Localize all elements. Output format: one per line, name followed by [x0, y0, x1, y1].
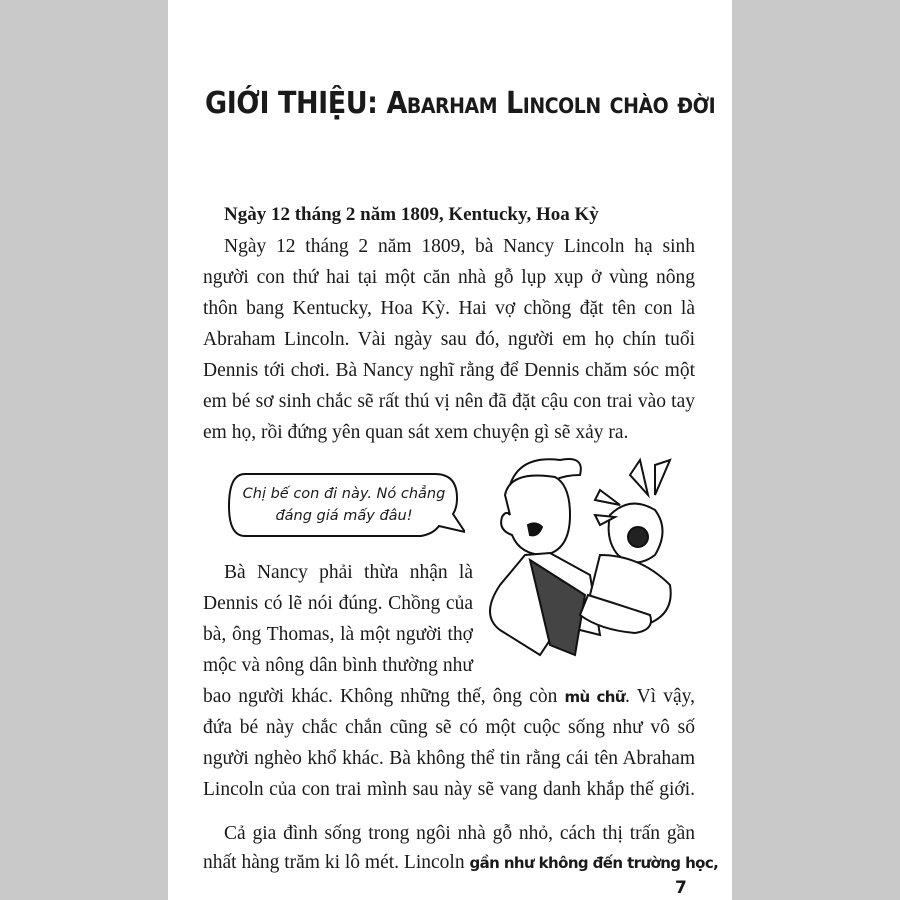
text-line: mộc và nông dân bình thường như	[203, 655, 473, 676]
text-line: Ngày 12 tháng 2 năm 1809, bà Nancy Lincoln hạ sinh	[224, 236, 695, 257]
text-line: em họ, rồi đứng yên quan sát xem chuyện gì sẽ xảy ra.	[203, 422, 629, 443]
bubble-line: Chị bế con đi này. Nó chẳng	[242, 486, 446, 502]
text-line: người nghèo khổ khác. Bà không thể tin rằng cái tên Abraham	[203, 748, 695, 769]
title-main: Abarham Lincoln chào đời	[386, 86, 716, 121]
text-line: bà, ông Thomas, là một người thợ	[203, 624, 473, 645]
bubble-line: đáng giá mấy đâu!	[275, 508, 413, 524]
section-heading: Ngày 12 tháng 2 năm 1809, Kentucky, Hoa Kỳ	[224, 204, 599, 225]
text-line: em bé sơ sinh chắc sẽ rất thú vị nên đã đặt cậu con trai vào tay	[203, 391, 695, 412]
text-line: Dennis tới chơi. Bà Nancy nghĩ rằng để Dennis chăm sóc một	[203, 360, 695, 381]
text-line: Lincoln của con trai mình sau này sẽ vang danh khắp thế giới.	[203, 779, 695, 800]
text-span: nhất hàng trăm ki lô mét. Lincoln	[203, 852, 465, 873]
text-line: đứa bé này chắc chắn cũng sẽ có một cuộc sống như vô số	[203, 717, 695, 738]
text-span: . Vì vậy,	[624, 686, 695, 707]
chapter-title	[205, 86, 715, 121]
text-line: Abraham Lincoln. Vài ngày sau đó, người em họ chín tuổi	[203, 329, 695, 350]
speech-bubble-text	[240, 483, 448, 527]
text-line: thôn bang Kentucky, Hoa Kỳ. Hai vợ chồng đặt tên con là	[203, 298, 695, 319]
page-number: 7	[675, 878, 687, 898]
text-line: người con thứ hai tại một căn nhà gỗ lụp xụp ở vùng nông	[203, 267, 695, 288]
highlight-text: mù chữ	[564, 688, 625, 706]
highlight-text: gần như không đến trường học,	[469, 854, 719, 872]
man-holding-crying-baby-illustration	[470, 455, 710, 670]
text-line	[203, 686, 695, 708]
text-line: Bà Nancy phải thừa nhận là	[224, 562, 473, 583]
text-line	[203, 852, 719, 874]
text-span: bao người khác. Không những thế, ông còn	[203, 686, 558, 707]
title-prefix: GIỚI THIỆU:	[205, 86, 378, 121]
text-line: Dennis có lẽ nói đúng. Chồng của	[203, 593, 473, 614]
text-line: Cả gia đình sống trong ngôi nhà gỗ nhỏ, cách thị trấn gần	[224, 823, 695, 844]
